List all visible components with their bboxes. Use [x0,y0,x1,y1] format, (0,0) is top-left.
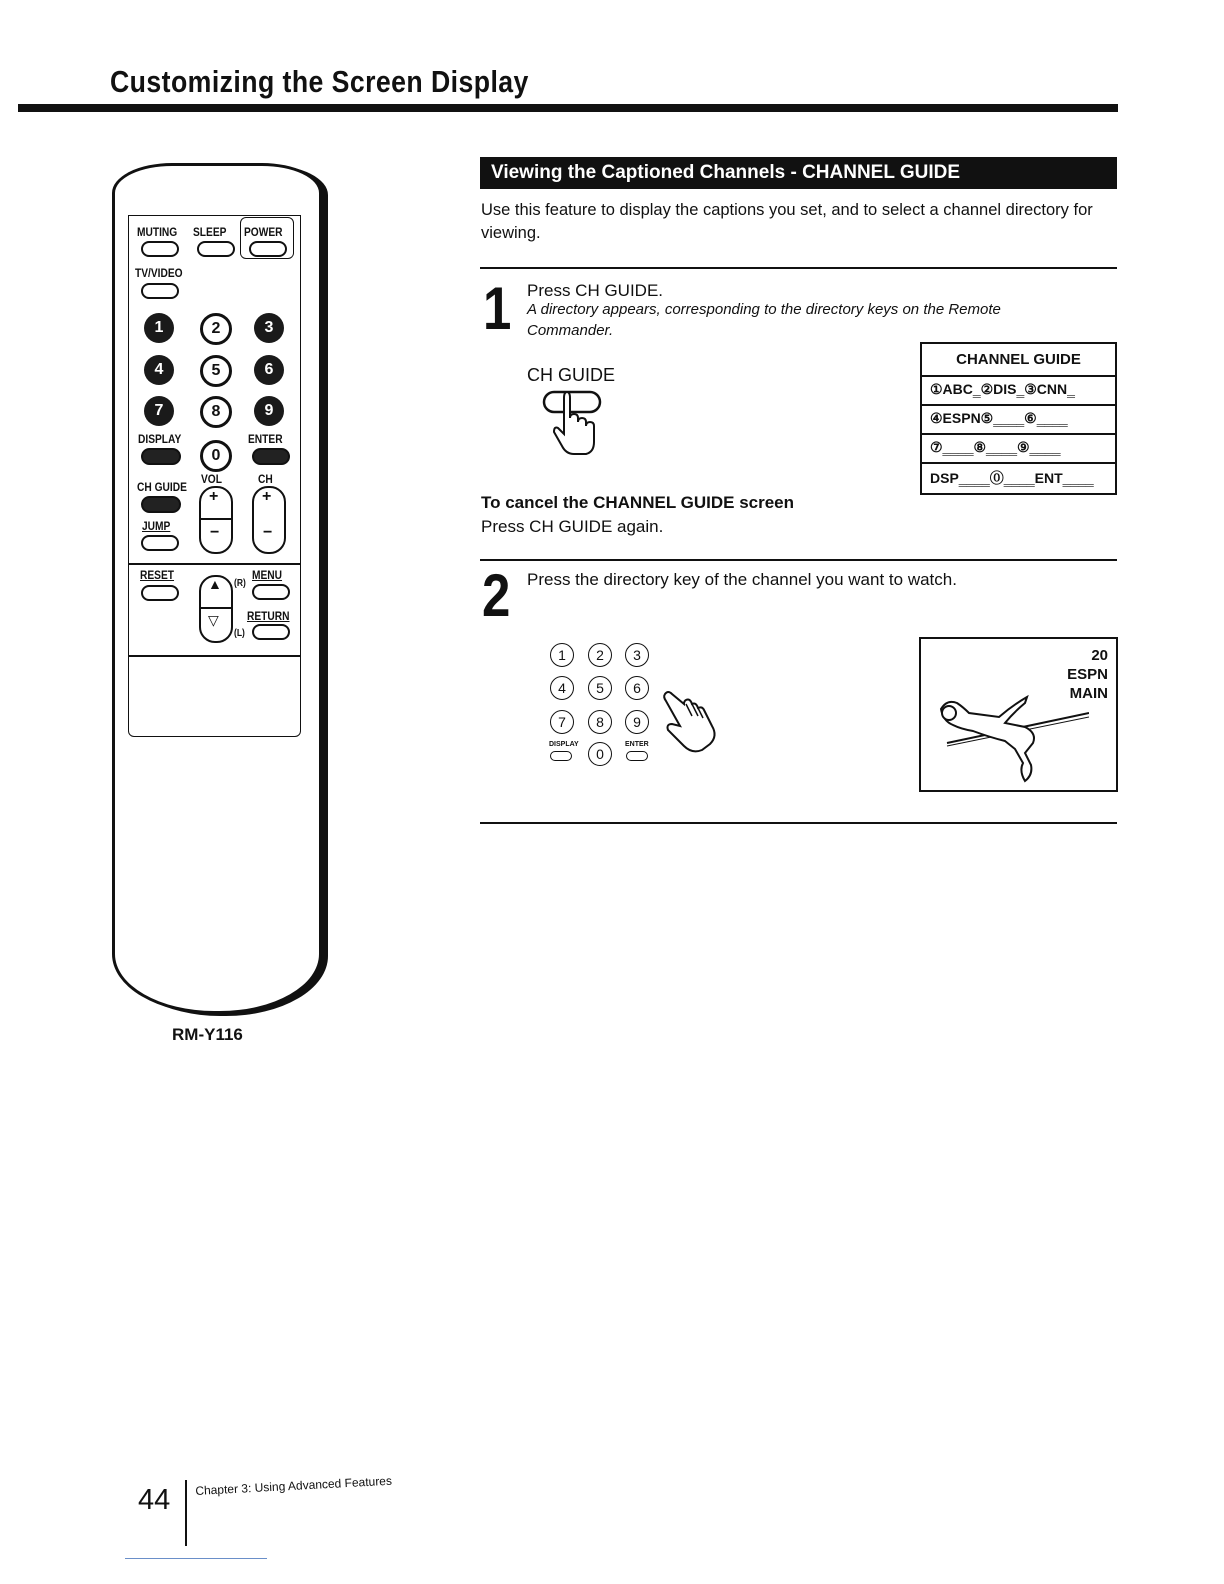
guide-line: ①ABC‗②DIS‗③CNN‗ [930,381,1075,397]
section-heading: Viewing the Captioned Channels - CHANNEL GUIDE [480,157,1117,189]
page-title: Customizing the Screen Display [110,64,529,99]
keypad-key-2[interactable]: 2 [588,643,612,667]
tv-channel-name: ESPN [1067,666,1108,683]
guide-separator [922,404,1115,406]
channel-guide-heading: CHANNEL GUIDE [956,351,1081,368]
panel-divider [128,655,301,657]
page-number: 44 [138,1484,171,1516]
return-label: RETURN [247,609,290,623]
r-label: (R) [234,578,246,589]
guide-line: DSP‗‗‗‗⓪‗‗‗‗ENT‗‗‗‗ [930,470,1094,486]
remote-key-6[interactable]: 6 [254,355,284,385]
keypad-key-6[interactable]: 6 [625,676,649,700]
step-number: 2 [482,562,511,629]
step-divider [480,267,1117,269]
down-arrow-icon: ▽ [208,612,219,628]
tvvideo-button[interactable] [141,283,179,299]
cancel-text: Press CH GUIDE again. [481,517,664,536]
channel-down-icon: − [263,524,273,541]
remote-key-1[interactable]: 1 [144,313,174,343]
tvvideo-label: TV/VIDEO [135,266,183,280]
panel-divider [128,563,301,565]
ch-guide-button-label: CH GUIDE [527,365,616,385]
rocker-divider [199,518,233,520]
title-rule [18,104,1118,112]
enter-button[interactable] [252,448,290,465]
remote-key-4[interactable]: 4 [144,355,174,385]
keypad-key-7[interactable]: 7 [550,710,574,734]
keypad-key-9[interactable]: 9 [625,710,649,734]
keypad-display-label: DISPLAY [549,741,579,748]
section-end-divider [480,822,1117,824]
menu-label: MENU [252,568,283,582]
remote-key-5[interactable]: 5 [200,355,232,387]
channel-guide-screen [920,342,1117,495]
keypad-key-1[interactable]: 1 [550,643,574,667]
reset-label: RESET [140,568,175,582]
keypad-key-4[interactable]: 4 [550,676,574,700]
remote-key-2[interactable]: 2 [200,313,232,345]
reset-button[interactable] [141,585,179,601]
rocker-divider [199,607,233,609]
power-button[interactable] [249,241,287,257]
sleep-button[interactable] [197,241,235,257]
ch-label: CH [258,472,273,486]
muting-button[interactable] [141,241,179,257]
tv-channel-number: 20 [1091,647,1108,664]
display-button[interactable] [141,448,181,465]
power-label: POWER [244,225,283,239]
guide-separator [922,433,1115,435]
up-arrow-icon: ▲ [208,576,222,592]
menu-button[interactable] [252,584,290,600]
step1-instruction: Press CH GUIDE. [527,281,664,300]
step-divider [480,559,1117,561]
remote-model-label: RM-Y116 [172,1025,243,1044]
chguide-button[interactable] [141,496,181,513]
return-button[interactable] [252,624,290,640]
l-label: (L) [234,628,245,639]
enter-label: ENTER [248,432,283,446]
keypad-key-8[interactable]: 8 [588,710,612,734]
hand-pressing-icon [542,388,602,460]
keypad-enter-label: ENTER [625,741,649,748]
display-label: DISPLAY [138,432,182,446]
chapter-title: Chapter 3: Using Advanced Features [195,1473,393,1498]
remote-key-8[interactable]: 8 [200,396,232,428]
guide-line: ④ESPN⑤‗‗‗‗⑥‗‗‗‗ [930,410,1068,426]
remote-key-7[interactable]: 7 [144,396,174,426]
channel-up-icon: + [262,488,272,505]
section-intro: Use this feature to display the captions you set, and to select a channel directory for viewing. [481,201,1093,242]
keypad-enter-button[interactable] [626,751,648,761]
guide-line: ⑦‗‗‗‗⑧‗‗‗‗⑨‗‗‗‗ [930,439,1061,455]
sleep-label: SLEEP [193,225,227,239]
keypad-key-5[interactable]: 5 [588,676,612,700]
cancel-heading: To cancel the CHANNEL GUIDE screen [481,493,795,512]
keypad-key-0[interactable]: 0 [588,742,612,766]
tv-mode: MAIN [1069,685,1108,702]
remote-key-0[interactable]: 0 [200,440,232,472]
step1-note: A directory appears, corresponding to the directory keys on the Remote Commander. [527,301,1001,339]
step2-instruction: Press the directory key of the channel you want to watch. [527,570,957,589]
volume-down-icon: − [210,524,220,541]
muting-label: MUTING [137,225,178,239]
jump-label: JUMP [142,519,171,533]
high-jumper-image [929,691,1089,787]
remote-key-9[interactable]: 9 [254,396,284,426]
remote-key-3[interactable]: 3 [254,313,284,343]
tv-screen-preview [919,637,1118,792]
keypad-display-button[interactable] [550,751,572,761]
volume-up-icon: + [209,488,219,505]
guide-separator [922,462,1115,464]
keypad-key-3[interactable]: 3 [625,643,649,667]
guide-separator [922,375,1115,377]
hand-pointing-icon [658,688,720,756]
vol-label: VOL [201,472,222,486]
footer-rule [125,1558,267,1559]
footer-divider [185,1480,187,1546]
chguide-label: CH GUIDE [137,480,187,494]
step-number: 1 [483,275,512,342]
jump-button[interactable] [141,535,179,551]
